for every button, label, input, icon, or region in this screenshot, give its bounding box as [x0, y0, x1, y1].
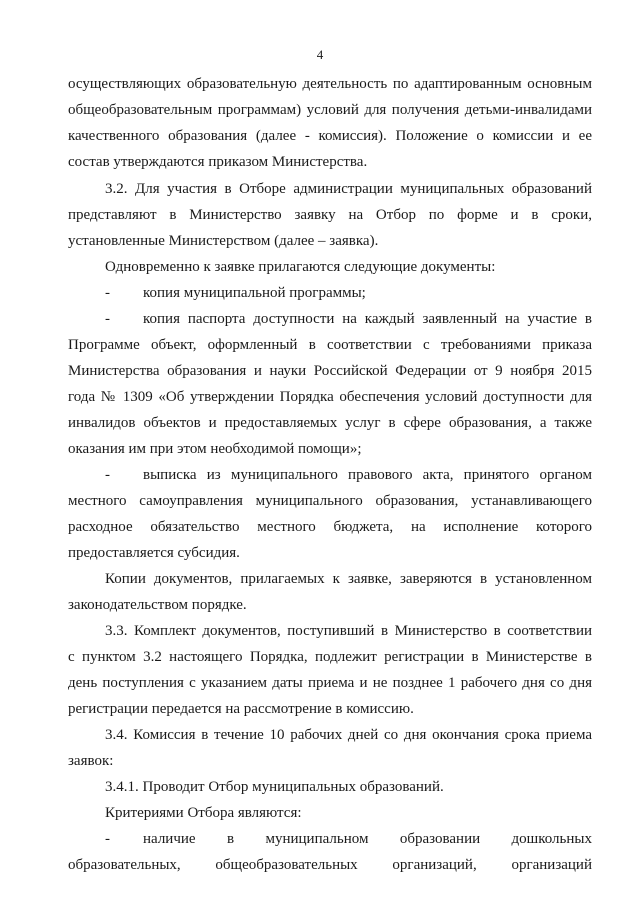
list-item-text: копия муниципальной программы;: [143, 285, 366, 301]
paragraph-3-3-line: 3.3. Комплект документов, поступивший в Министерство в соответствии: [105, 623, 592, 639]
list-dash: -: [105, 467, 110, 483]
text-line: Министерства образования и науки Российской Федерации от 9 ноября 2015: [68, 363, 592, 379]
text-line: качественного образования (далее - комиссия). Положение о комиссии и ее: [68, 128, 592, 144]
text-line: регистрации передается на рассмотрение в комиссию.: [68, 701, 414, 717]
text-line: инвалидов объектов и предоставляемых услуг в сфере образования, а также: [68, 415, 592, 431]
text-line: образовательных, общеобразовательных организаций, организаций: [68, 857, 592, 873]
text-line: с пунктом 3.2 настоящего Порядка, подлежит регистрации в Министерстве в: [68, 649, 592, 665]
list-item-text: наличие в муниципальном образовании дошкольных: [143, 831, 592, 847]
text-line: заявок:: [68, 753, 114, 769]
text-line: Копии документов, прилагаемых к заявке, заверяются в установленном: [105, 571, 592, 587]
text-line: расходное обязательство местного бюджета, на исполнение которого: [68, 519, 592, 535]
paragraph-3-4-line: 3.4. Комиссия в течение 10 рабочих дней со дня окончания срока приема: [105, 727, 592, 743]
text-line: день поступления с указанием даты приема и не позднее 1 рабочего дня со дня: [68, 675, 592, 691]
text-line: законодательством порядке.: [68, 597, 247, 613]
paragraph-3-4-1-line: 3.4.1. Проводит Отбор муниципальных образований.: [105, 779, 444, 795]
text-line: года № 1309 «Об утверждении Порядка обеспечения условий доступности для: [68, 389, 592, 405]
list-item-text: копия паспорта доступности на каждый заявленный на участие в: [143, 311, 592, 327]
list-item-text: выписка из муниципального правового акта, принятого органом: [143, 467, 592, 483]
text-line: оказания им при этом необходимой помощи»;: [68, 441, 362, 457]
text-line: общеобразовательным программам) условий для получения детьми-инвалидами: [68, 102, 592, 118]
text-line: Критериями Отбора являются:: [105, 805, 302, 821]
list-dash: -: [105, 285, 110, 301]
list-dash: -: [105, 311, 110, 327]
page-number: 4: [316, 47, 324, 62]
text-line: Одновременно к заявке прилагаются следующие документы:: [105, 259, 496, 275]
list-dash: -: [105, 831, 110, 847]
text-line: установленные Министерством (далее – заявка).: [68, 233, 379, 249]
text-line: состав утверждаются приказом Министерства.: [68, 154, 368, 170]
text-line: местного самоуправления муниципального образования, устанавливающего: [68, 493, 592, 509]
text-line: осуществляющих образовательную деятельность по адаптированным основным: [68, 76, 592, 92]
text-line: представляют в Министерство заявку на Отбор по форме и в сроки,: [68, 207, 592, 223]
paragraph-3-2-line: 3.2. Для участия в Отборе администрации муниципальных образований: [105, 181, 592, 197]
text-line: предоставляется субсидия.: [68, 545, 240, 561]
text-line: Программе объект, оформленный в соответствии с требованиями приказа: [68, 337, 592, 353]
